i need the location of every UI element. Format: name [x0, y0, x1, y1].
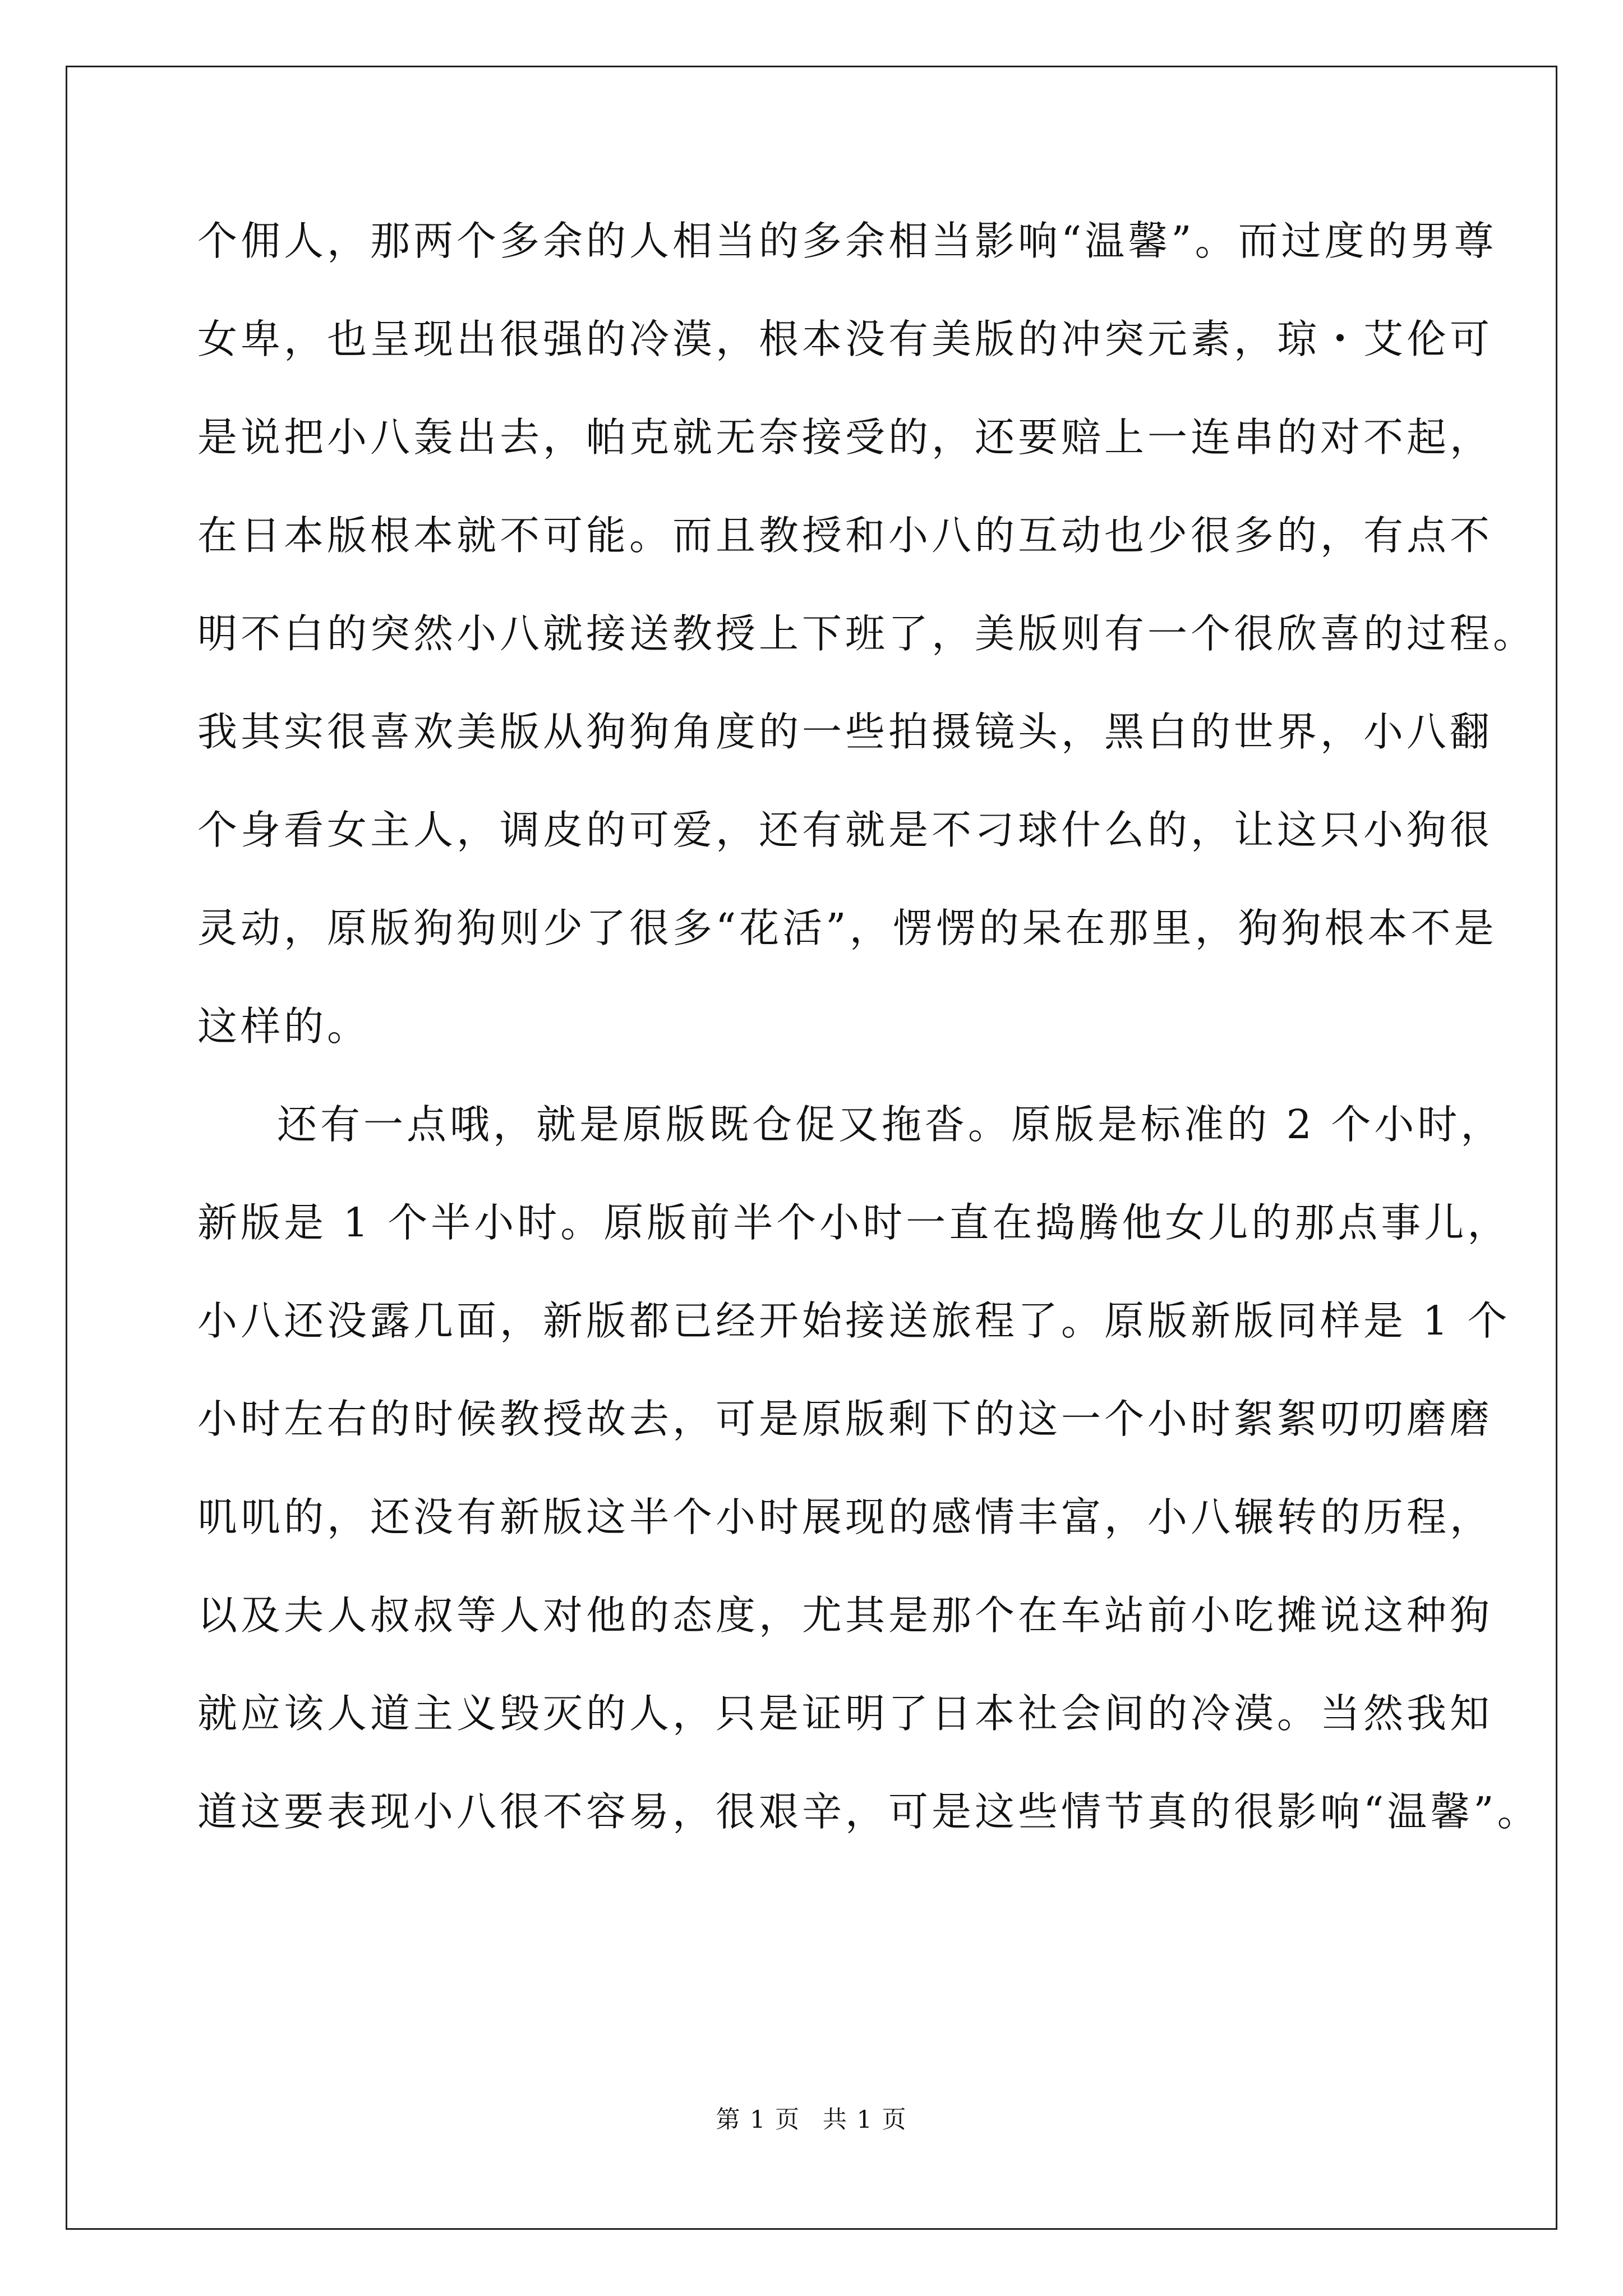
- text-line: 灵动，原版狗狗则少了很多“花活”，愣愣的呆在那里，狗狗根本不是: [197, 905, 1497, 951]
- text-line: 叽叽的，还没有新版这半个小时展现的感情丰富，小八辗转的历程，: [197, 1494, 1493, 1540]
- text-line: 以及夫人叔叔等人对他的态度，尤其是那个在车站前小吃摊说这种狗: [197, 1592, 1493, 1639]
- page-footer: [0, 2101, 1623, 2135]
- text-line: 是说把小八轰出去，帕克就无奈接受的，还要赔上一连串的对不起，: [197, 414, 1493, 461]
- page-number: 第 1 页: [716, 2106, 801, 2134]
- document-body: [197, 208, 1541, 1876]
- page-total: 共 1 页: [822, 2106, 907, 2134]
- paragraph-first-line: 还有一点哦，就是原版既仓促又拖沓。原版是标准的 2 个小时，: [277, 1101, 1504, 1148]
- text-line: 女卑，也呈现出很强的冷漠，根本没有美版的冲突元素，琼・艾伦可: [197, 316, 1493, 362]
- text-line: 这样的。: [197, 1003, 371, 1050]
- text-line: 个佣人，那两个多余的人相当的多余相当影响“温馨”。而过度的男尊: [197, 218, 1497, 264]
- text-line: 在日本版根本就不可能。而且教授和小八的互动也少很多的，有点不: [197, 512, 1493, 559]
- text-line: 我其实很喜欢美版从狗狗角度的一些拍摄镜头，黑白的世界，小八翻: [197, 708, 1493, 755]
- text-line: 个身看女主人，调皮的可爱，还有就是不刁球什么的，让这只小狗很: [197, 807, 1493, 853]
- text-line: 小八还没露几面，新版都已经开始接送旅程了。原版新版同样是 1 个: [197, 1297, 1511, 1344]
- text-line: 小时左右的时候教授故去，可是原版剩下的这一个小时絮絮叨叨磨磨: [197, 1396, 1493, 1442]
- text-line: 就应该人道主义毁灭的人，只是证明了日本社会间的冷漠。当然我知: [197, 1690, 1493, 1737]
- text-line: 新版是 1 个半小时。原版前半个小时一直在捣腾他女儿的那点事儿，: [197, 1199, 1511, 1246]
- text-line: 明不白的突然小八就接送教授上下班了，美版则有一个很欣喜的过程。: [197, 610, 1537, 657]
- text-line: 道这要表现小八很不容易，很艰辛，可是这些情节真的很影响“温馨”。: [197, 1788, 1541, 1835]
